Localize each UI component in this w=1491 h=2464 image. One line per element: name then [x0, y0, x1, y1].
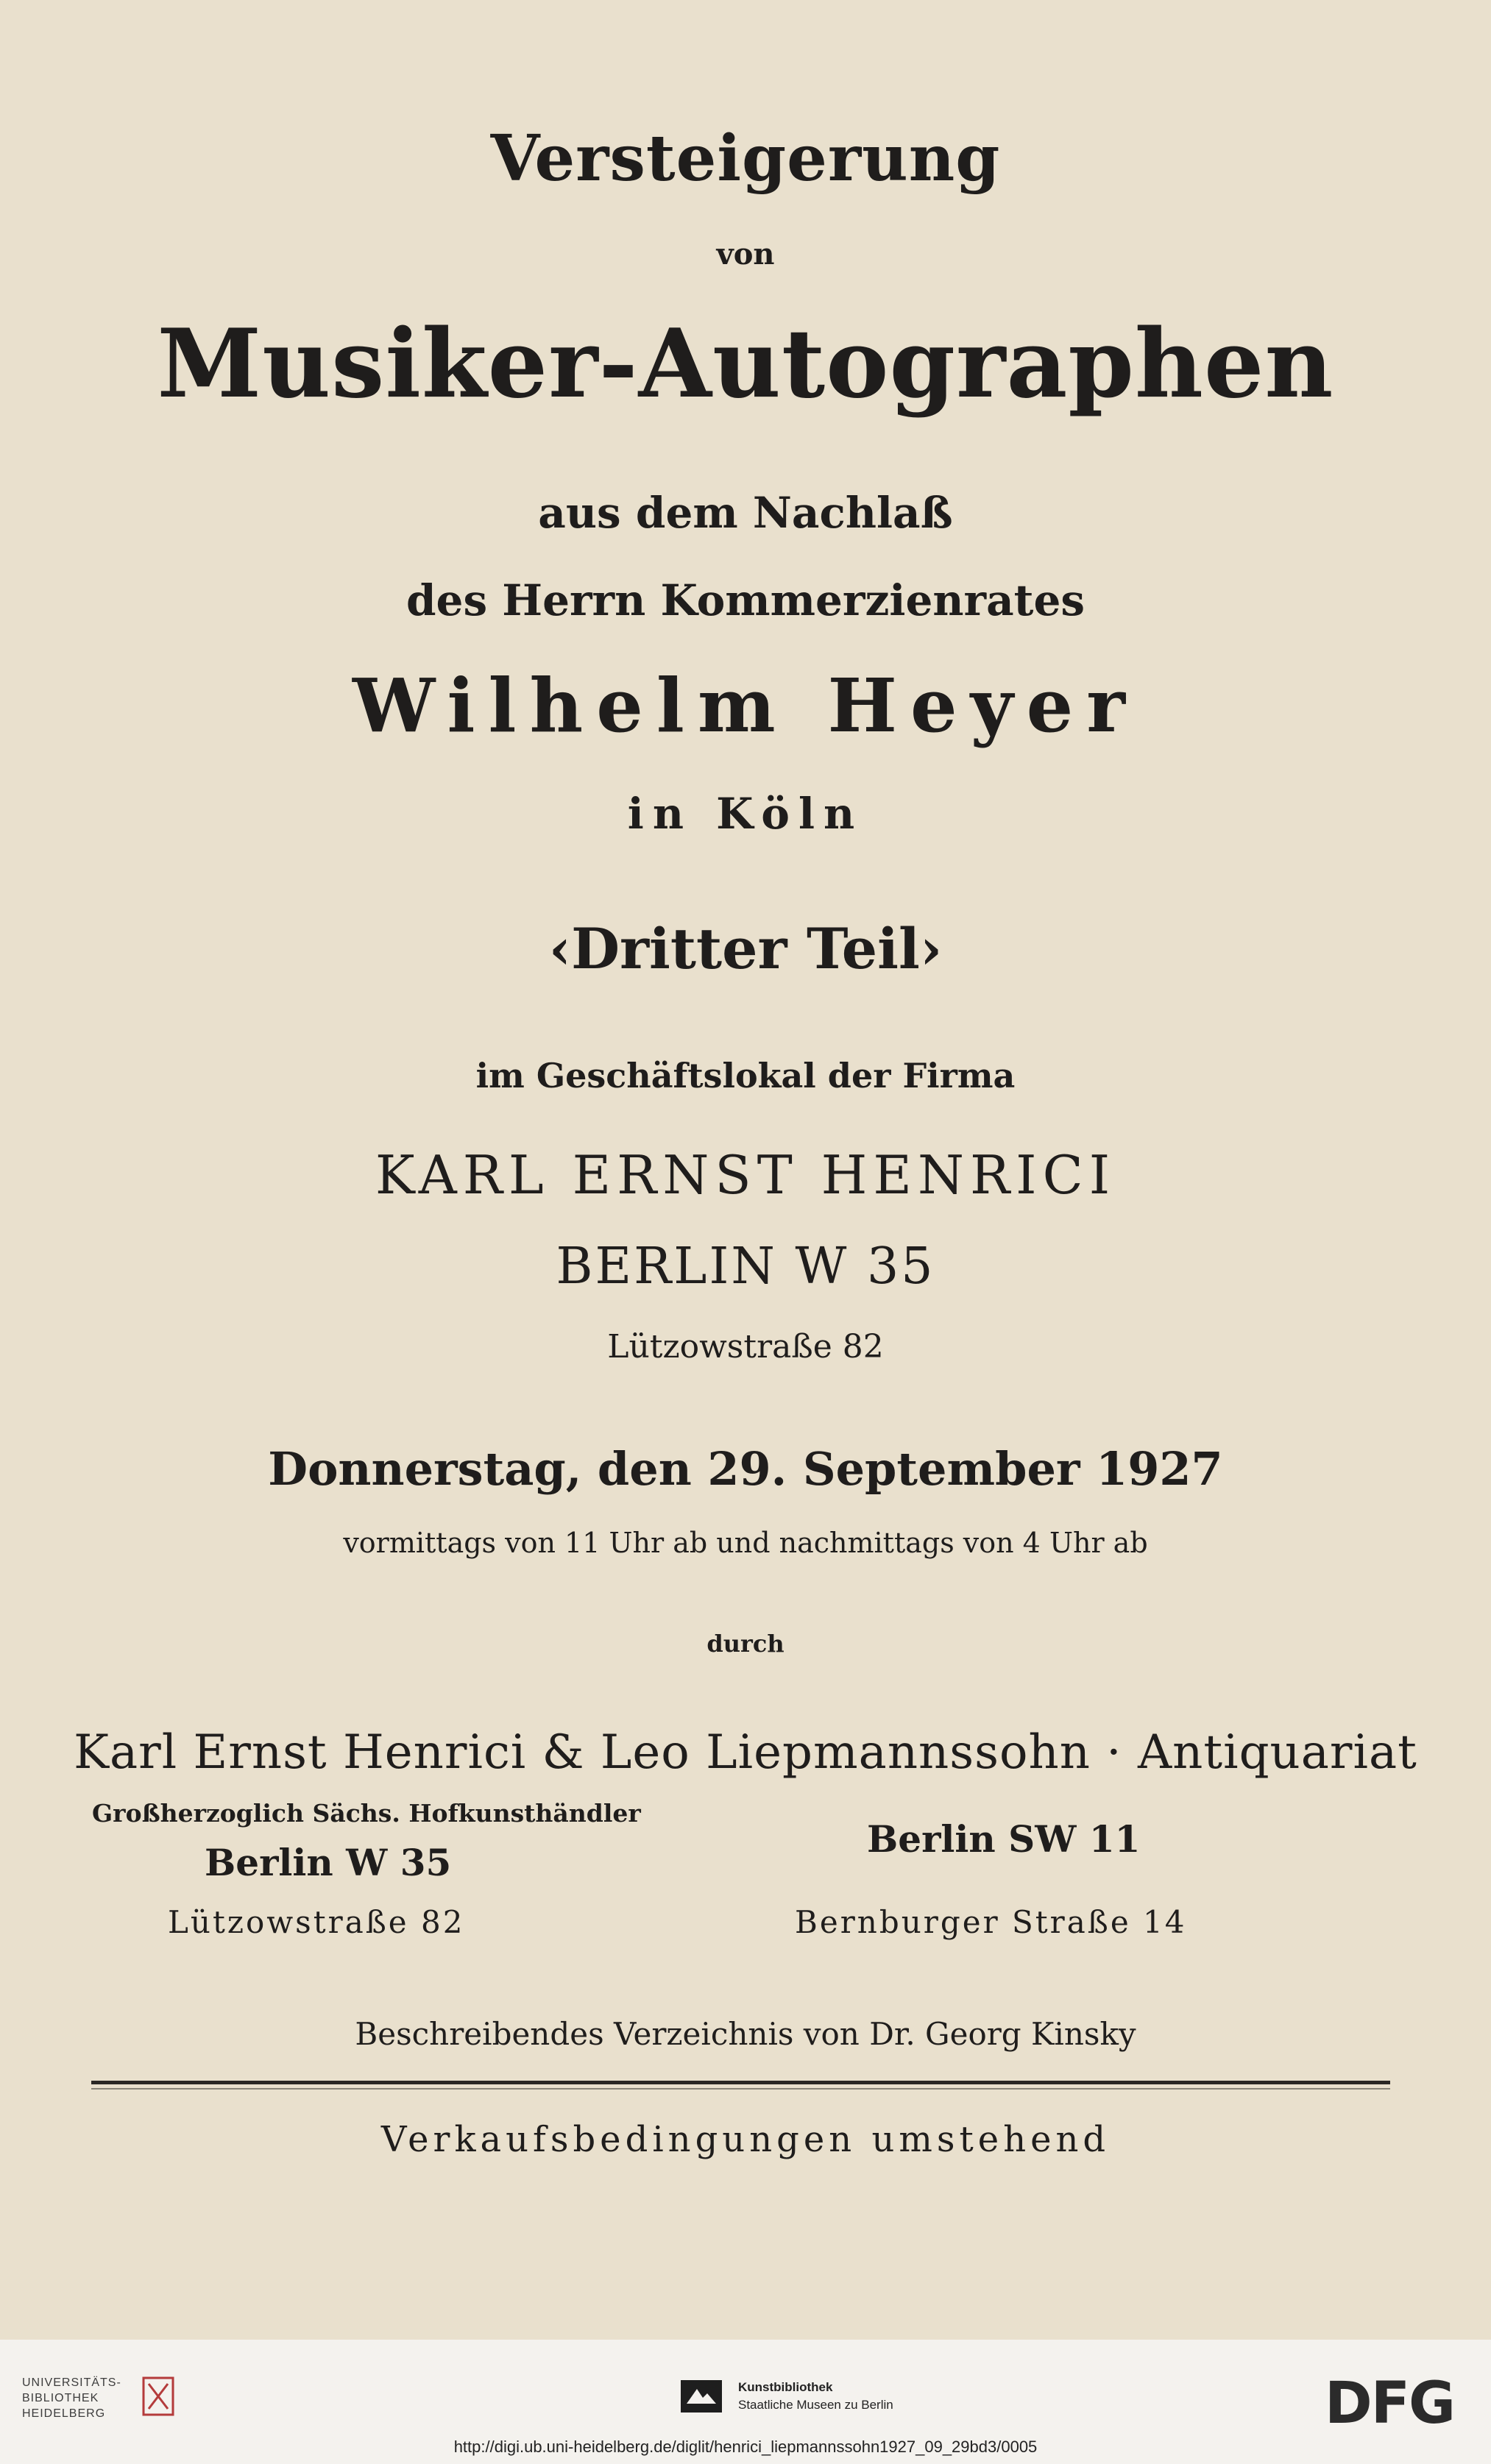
main-title: Musiker-Autographen	[157, 309, 1334, 419]
divider-rule-thin	[91, 2088, 1390, 2090]
venue-city: BERLIN W 35	[556, 1238, 935, 1296]
venue-street: Lützowstraße 82	[607, 1328, 884, 1366]
page-url[interactable]: http://digi.ub.uni-heidelberg.de/diglit/henrici_liepmannssohn1927_09_29bd3/0005	[453, 2438, 1038, 2456]
dealer-right-street: Bernburger Straße 14	[795, 1904, 1187, 1940]
venue-firm: KARL ERNST HENRICI	[375, 1144, 1116, 1206]
auction-times: vormittags von 11 Uhr ab und nachmittags von 4 Uhr ab	[343, 1527, 1148, 1559]
dfg-logo[interactable]: DFG	[1325, 2371, 1455, 2437]
title-versteigerung: Versteigerung	[490, 121, 1001, 196]
kunstbibliothek-logo[interactable]	[738, 2379, 893, 2414]
venue-intro: im Geschäftslokal der Firma	[475, 1056, 1016, 1096]
dealer-left-role: Großherzoglich Sächs. Hofkunsthändler	[92, 1799, 641, 1828]
herrn-line: des Herrn Kommerzienrates	[405, 575, 1086, 625]
dealer-right-city: Berlin SW 11	[867, 1817, 1141, 1861]
kb-title: Kunstbibliothek	[738, 2380, 833, 2394]
heidelberg-seal-icon	[140, 2371, 177, 2422]
nachlass-line: aus dem Nachlaß	[538, 488, 953, 538]
kb-subtitle: Staatliche Museen zu Berlin	[738, 2398, 893, 2412]
part-dritter-teil: ‹Dritter Teil›	[548, 916, 943, 981]
uni-heidelberg-logo[interactable]: UNIVERSITÄTS- BIBLIOTHEK HEIDELBERG	[22, 2376, 121, 2420]
terms-line: Verkaufsbedingungen umstehend	[380, 2119, 1111, 2160]
dealer-left-street: Lützowstraße 82	[168, 1904, 465, 1940]
city-koeln: in Köln	[627, 789, 864, 839]
dealer-left-city: Berlin W 35	[205, 1841, 452, 1884]
catalog-line: Beschreibendes Verzeichnis von Dr. Georg Kinsky	[355, 2016, 1136, 2052]
name-heyer: Wilhelm Heyer	[353, 662, 1138, 749]
kunstbibliothek-logo-icon	[681, 2380, 722, 2412]
auction-date: Donnerstag, den 29. September 1927	[268, 1442, 1223, 1496]
divider-rule	[91, 2081, 1390, 2084]
dealers-title: Karl Ernst Henrici & Leo Liepmannssohn · Antiquariat	[74, 1725, 1417, 1780]
durch-line: durch	[706, 1630, 785, 1658]
von-line: von	[716, 237, 775, 271]
